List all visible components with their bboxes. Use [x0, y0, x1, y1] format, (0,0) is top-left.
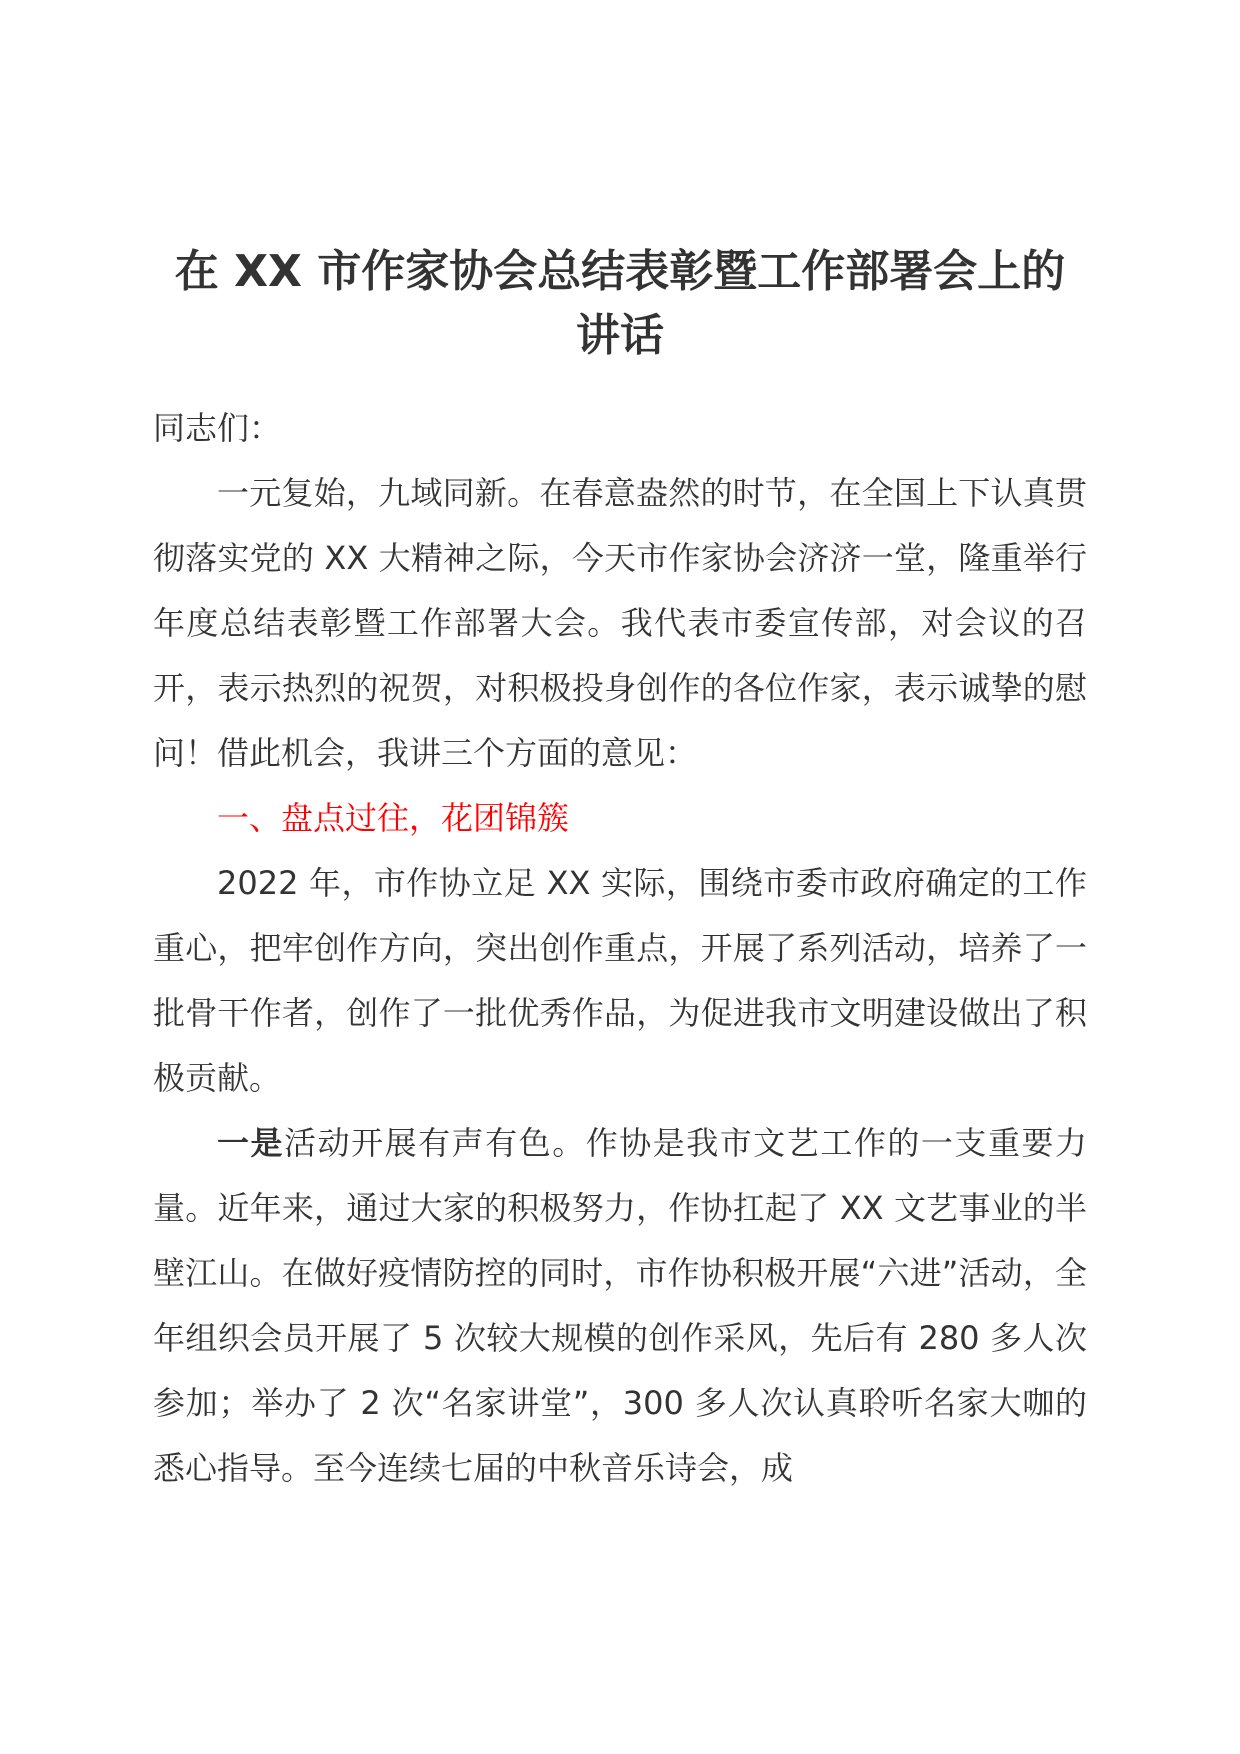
title-line-1: 在 XX 市作家协会总结表彰暨工作部署会上的 [174, 246, 1066, 297]
paragraph-point-one [153, 1111, 1087, 1501]
point-body: 活动开展有声有色。作协是我市文艺工作的一支重要力量。近年来，通过大家的积极努力，作协扛起了 XX 文艺事业的半壁江山。在做好疫情防控的同时，市作协积极开展“六进”活动，全年组织会员开展了 5 次较大规模的创作采风，先后有 280 多人次参加；举办了 2 次“名家讲堂”，300 多人次认真聆听名家大咖的悉心指导。至今连续七届的中秋音乐诗会，成 [153, 1124, 1087, 1487]
salutation: 同志们： [153, 409, 282, 447]
title-line-2: 讲话 [576, 310, 664, 361]
point-lead: 一是 [217, 1124, 285, 1162]
document-title [153, 240, 1087, 368]
paragraph-summary: 2022 年，市作协立足 XX 实际，围绕市委市政府确定的工作重心，把牢创作方向，突出创作重点，开展了系列活动，培养了一批骨干作者，创作了一批优秀作品，为促进我市文明建设做出了积极贡献。 [153, 864, 1087, 1097]
section-heading: 一、盘点过往，花团锦簇 [217, 799, 570, 837]
document-page [153, 240, 1087, 1501]
paragraph-opening: 一元复始，九域同新。在春意盎然的时节，在全国上下认真贯彻落实党的 XX 大精神之际，今天市作家协会济济一堂，隆重举行年度总结表彰暨工作部署大会。我代表市委宣传部，对会议的召开，表示热烈的祝贺，对积极投身创作的各位作家，表示诚挚的慰问！借此机会，我讲三个方面的意见： [153, 474, 1087, 772]
